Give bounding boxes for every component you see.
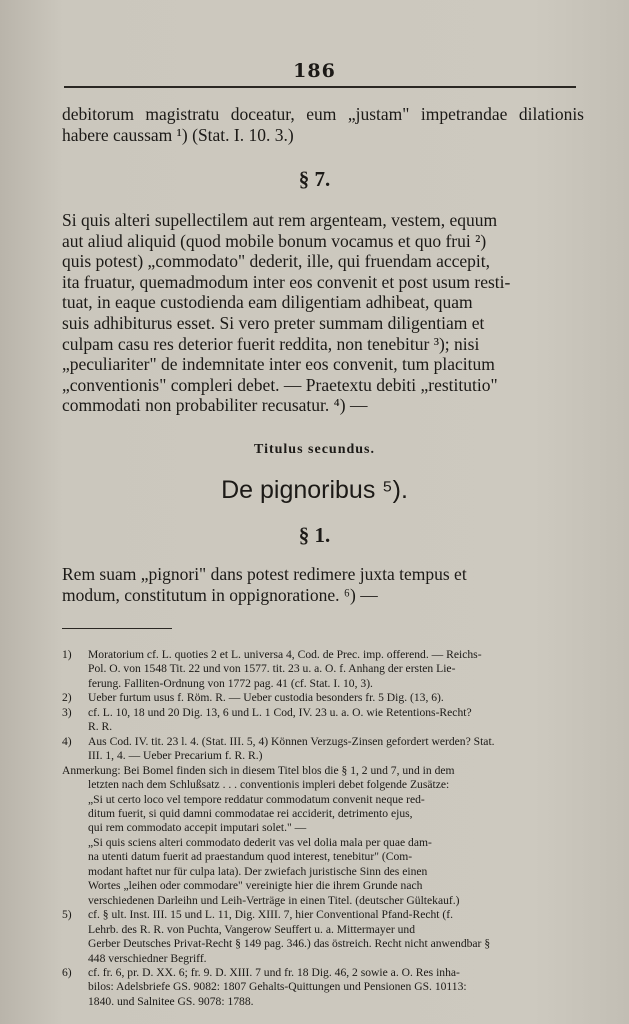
footnote-number: 1)	[62, 648, 72, 661]
footnote-line: cf. § ult. Inst. III. 15 und L. 11, Dig. XIII. 7, hier Conventional Pfand-Recht (f.	[88, 908, 454, 922]
footnotes	[62, 648, 584, 1009]
footnote-line: Aus Cod. IV. tit. 23 l. 4. (Stat. III. 5, 4) Können Verzugs-Zinsen gefordert werden? Stat.	[88, 734, 495, 748]
footnote-number: 5)	[62, 908, 72, 922]
section-1-heading: § 1.	[298, 523, 331, 547]
footnote-line: cf. L. 10, 18 und 20 Dig. 13, 6 und L. 1 Cod, IV. 23 u. a. O. wie Retentions-Recht?	[88, 705, 472, 719]
footnote	[62, 908, 584, 966]
chapter-title: De pignoribus ⁵).	[221, 476, 408, 504]
footnote-line: cf. fr. 6, pr. D. XX. 6; fr. 9. D. XIII. 7 und fr. 18 Dig. 46, 2 sowie a. O. Res inha-	[88, 965, 460, 979]
paragraph-line: suis adhibiturus esset. Si vero preter summam diligentiam et	[62, 312, 485, 333]
paragraph-line: ita fruatur, quemadmodum inter eos convenit et post usum resti-	[62, 271, 511, 292]
page-number: 186	[293, 60, 336, 82]
paragraph-line: Si quis alteri supellectilem aut rem argenteam, vestem, equum	[62, 210, 498, 230]
paragraph-line: commodati non probabiliter recusatur. ⁴) —	[62, 395, 368, 416]
footnote	[62, 966, 584, 1009]
footnote-line: 448 verschiedner Begriff.	[88, 951, 207, 965]
annotation-line: „Si quis sciens alteri commodato dederit vas vel dolia mala per quae dam-	[88, 835, 432, 849]
footnote-line: Ueber furtum usus f. Röm. R. — Ueber custodia besonders fr. 5 Dig. (13, 6).	[88, 691, 444, 705]
annotation-line: letzten nach dem Schlußsatz . . . conventionis impleri debet folgende Zusätze:	[88, 778, 450, 792]
footnote	[62, 735, 584, 764]
footnote-number: 3)	[62, 705, 72, 719]
footnote-rule	[62, 628, 172, 629]
annotation-line: verschiedenen Darleihn und Leih-Verträge in einen Titel. (deutscher Gültekauf.)	[88, 893, 460, 907]
footnote	[62, 706, 584, 735]
paragraph-line: quis potest) „commodato" dederit, ille, qui fruendam accepit,	[62, 251, 490, 272]
annotation-head: Anmerkung: Bei Bomel finden sich in diesem Titel blos die § 1, 2 und 7, und in dem	[62, 763, 455, 777]
paragraph-line: modum, constitutum in oppignoratione. ⁶) —	[62, 584, 378, 605]
footnote-line: 1840. und Salnitee GS. 9078: 1788.	[88, 994, 254, 1008]
annotation-line: na utenti datum fuerit ad praestandum quod interest, tenebitur" (Com-	[88, 850, 413, 864]
footnote	[62, 691, 584, 705]
intro-paragraph: debitorum magistratu doceatur, eum „justam" impetrandae dilationis habere caussam ¹) (Stat. I. 10. 3.)	[62, 104, 584, 145]
titulus-heading: Titulus secundus.	[253, 442, 375, 457]
paragraph-line: „peculiariter" de indemnitate inter eos convenit, tum placitum	[62, 354, 495, 375]
paragraph-line: aut aliud aliquid (quod mobile bonum vocamus et quo frui ²)	[62, 230, 487, 251]
footnote-number: 2)	[62, 691, 72, 705]
annotation-line: qui rem commodato accepit imputari solet." —	[88, 821, 307, 835]
footnote-line: bilos: Adelsbriefe GS. 9082: 1807 Gehalts-Quittungen und Pensionen GS. 10113:	[88, 980, 467, 994]
paragraph-line: culpam casu res deterior fuerit reddita, non tenebitur ³); nisi	[62, 333, 480, 354]
annotation-line: „Si ut certo loco vel tempore reddatur commodatum convenit neque red-	[88, 792, 425, 806]
paragraph-line: tuat, in eaque custodienda eam diligentiam adhibeat, quam	[62, 292, 473, 313]
footnote-line: Lehrb. des R. R. von Puchta, Vangerow Seuffert u. a. Mittermayer und	[88, 922, 416, 936]
paragraph-line: Rem suam „pignori" dans potest redimere juxta tempus et	[62, 564, 467, 584]
footnote-number: 4)	[62, 734, 72, 748]
footnote-line: Pol. O. von 1548 Tit. 22 und von 1577. tit. 23 u. a. O. f. Anhang der ersten Lie-	[88, 662, 456, 676]
footnote-line: R. R.	[88, 720, 113, 734]
footnote-line: Gerber Deutsches Privat-Recht § 149 pag. 346.) das östreich. Recht nicht anwendbar §	[88, 937, 491, 951]
section-7-heading: § 7.	[298, 167, 331, 191]
footnote	[62, 648, 584, 691]
section-7-paragraph	[62, 210, 584, 416]
annotation-line: modant haftet nur für culpa lata). Der zwiefach juristische Sinn des einen	[88, 864, 428, 878]
footnote-number: 6)	[62, 965, 72, 979]
footnote-line: ferung. Falliten-Ordnung von 1772 pag. 41 (cf. Stat. I. 10, 3).	[88, 676, 373, 690]
annotation	[62, 764, 584, 909]
header-rule	[64, 86, 576, 88]
footnote-line: III. 1, 4. — Ueber Precarium f. R. R.)	[88, 749, 263, 763]
annotation-line: ditum fuerit, si quid damni commodatae rei acciderit, detrimento ejus,	[88, 806, 413, 820]
annotation-line: Wortes „leihen oder commodare" vereinigte hier die ihrem Grunde nach	[88, 879, 423, 893]
paragraph-line: „conventionis" compleri debet. — Praetextu debiti „restitutio"	[62, 374, 498, 395]
footnote-line: Moratorium cf. L. quoties 2 et L. universa 4, Cod. de Prec. imp. offerend. — Reichs-	[88, 648, 482, 661]
section-1-paragraph	[62, 564, 584, 605]
